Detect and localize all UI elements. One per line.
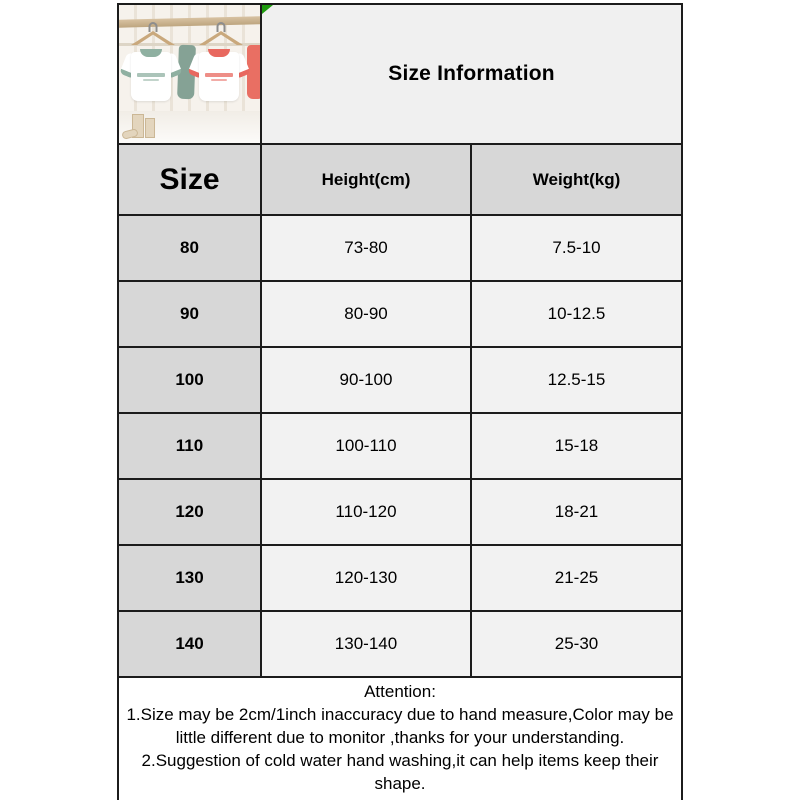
product-photo-cell: [118, 4, 261, 144]
size-value: 130: [118, 545, 261, 611]
weight-value: 15-18: [471, 413, 682, 479]
title-cell: [261, 4, 682, 144]
hanger-hook-icon: [149, 22, 158, 32]
hanger-icon: [199, 31, 243, 45]
table-row: [118, 479, 682, 545]
product-photo: [119, 5, 260, 143]
attention-row: [118, 677, 682, 800]
table-row: [118, 281, 682, 347]
weight-value: 18-21: [471, 479, 682, 545]
attention-item-2: 2.Suggestion of cold water hand washing,it can help items keep their shape.: [141, 750, 659, 793]
height-value: 100-110: [261, 413, 471, 479]
column-header-height: Height(cm): [261, 144, 471, 215]
shirt-body: [131, 52, 171, 101]
table-row: [118, 347, 682, 413]
table-header-row: [118, 144, 682, 215]
hanger-body-icon: [199, 31, 243, 45]
size-value: 110: [118, 413, 261, 479]
shirt-body: [199, 52, 239, 101]
weight-value: 12.5-15: [471, 347, 682, 413]
chest-print: [211, 79, 227, 81]
height-value: 120-130: [261, 545, 471, 611]
table-row: [118, 215, 682, 281]
weight-value: 21-25: [471, 545, 682, 611]
green-corner-flag-icon: [262, 5, 273, 14]
weight-value: 7.5-10: [471, 215, 682, 281]
hanger-body-icon: [131, 31, 175, 45]
attention-item-1: 1.Size may be 2cm/1inch inaccuracy due to hand measure,Color may be little different due to monitor ,thanks for your understanding.: [126, 704, 674, 747]
table-row: [118, 611, 682, 677]
table-row: [118, 545, 682, 611]
tshirt-green-trim: [123, 49, 179, 101]
size-value: 100: [118, 347, 261, 413]
height-value: 110-120: [261, 479, 471, 545]
column-header-weight: Weight(kg): [471, 144, 682, 215]
hanger-icon: [131, 31, 175, 45]
size-table: [117, 3, 683, 800]
size-value: 90: [118, 281, 261, 347]
size-value: 140: [118, 611, 261, 677]
weight-value: 10-12.5: [471, 281, 682, 347]
column-header-size: Size: [118, 144, 261, 215]
height-value: 73-80: [261, 215, 471, 281]
chest-print: [205, 73, 233, 77]
attention-cell: [118, 677, 682, 800]
table-row: [118, 413, 682, 479]
size-value: 120: [118, 479, 261, 545]
size-information-sheet: [117, 3, 681, 796]
wood-block: [145, 118, 155, 138]
wooden-blocks: [122, 108, 156, 138]
size-value: 80: [118, 215, 261, 281]
weight-value: 25-30: [471, 611, 682, 677]
page-title: Size Information: [388, 62, 555, 85]
hanger-hook-icon: [217, 22, 226, 32]
height-value: 130-140: [261, 611, 471, 677]
tshirt-coral-trim: [191, 49, 247, 101]
attention-heading: Attention:: [364, 682, 436, 701]
chest-print: [137, 73, 165, 77]
top-row: [118, 4, 682, 144]
chest-print: [143, 79, 159, 81]
wood-pole: [119, 16, 260, 28]
height-value: 80-90: [261, 281, 471, 347]
height-value: 90-100: [261, 347, 471, 413]
